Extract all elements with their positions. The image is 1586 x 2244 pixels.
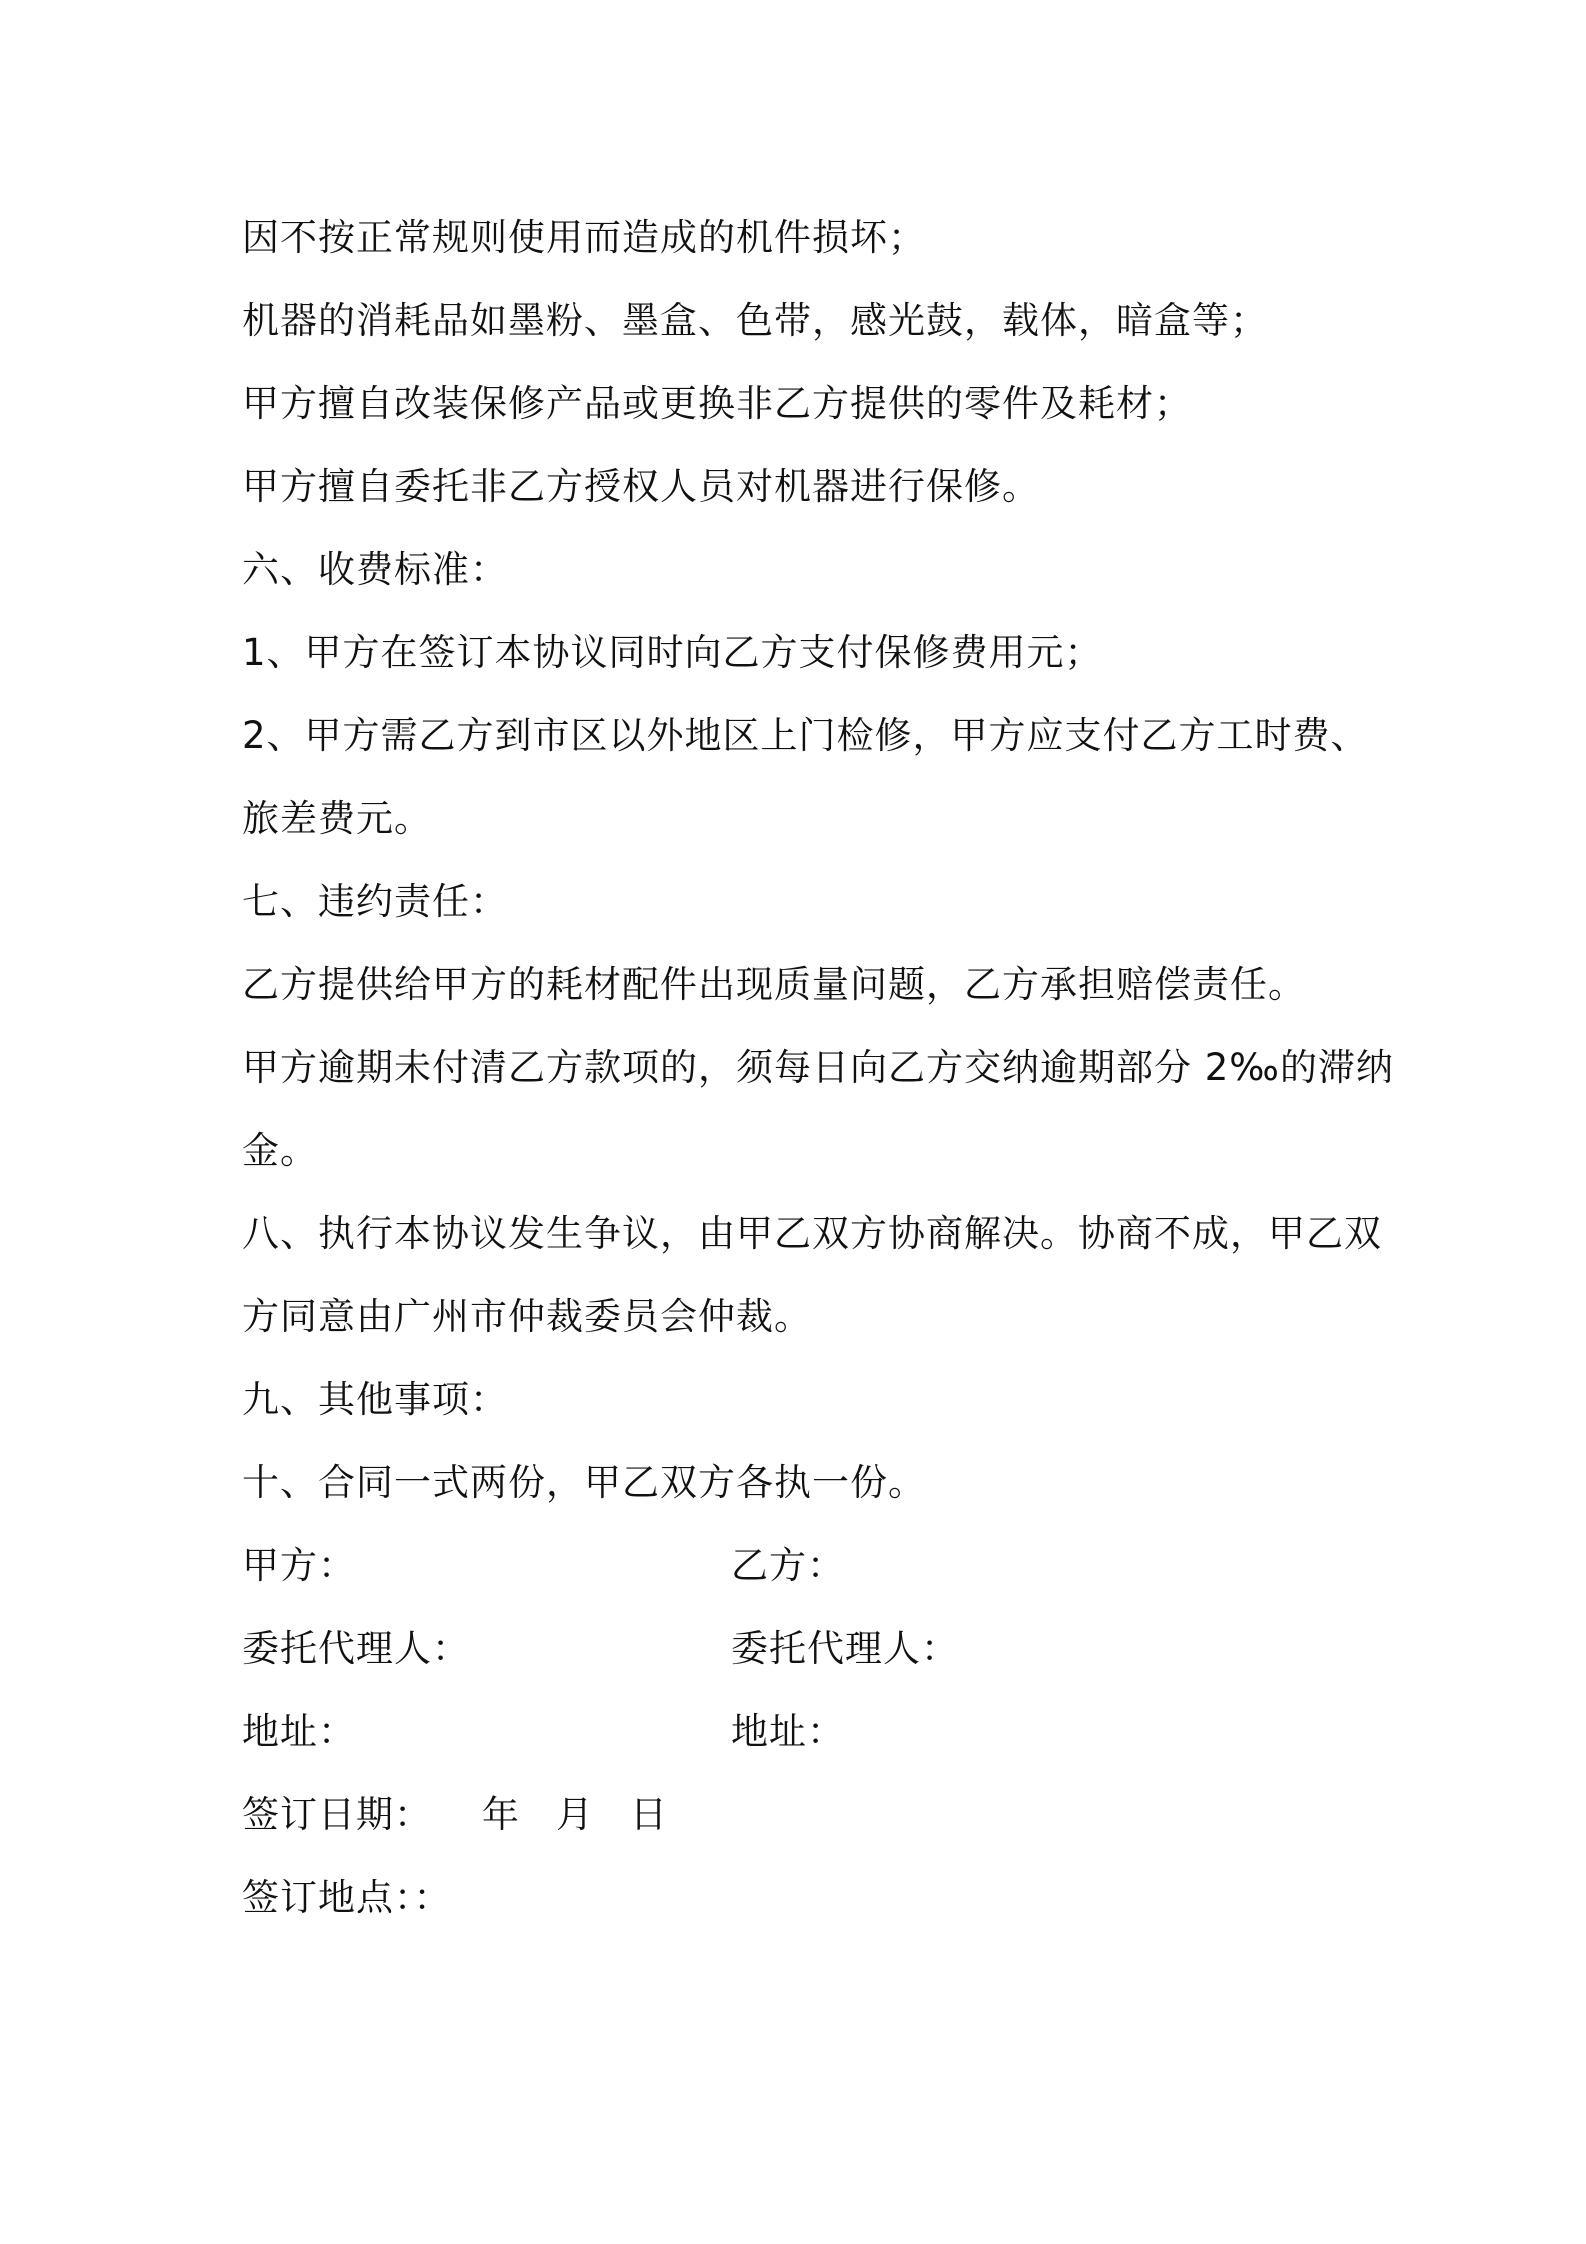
clause-line: 甲方擅自委托非乙方授权人员对机器进行保修。: [242, 465, 1040, 508]
clause-line: 旅差费元。: [242, 797, 432, 840]
signature-row-party: [242, 1524, 1362, 1607]
clause-line: 方同意由广州市仲裁委员会仲裁。: [242, 1295, 812, 1338]
signature-row-date: [242, 1773, 1362, 1856]
clause-line: 甲方逾期未付清乙方款项的，须每日向乙方交纳逾期部分 2‰的滞纳: [242, 1046, 1394, 1089]
date-month-label: 月: [556, 1793, 594, 1836]
signing-date-label: 签订日期：: [242, 1793, 432, 1836]
signature-row-agent: [242, 1607, 1362, 1690]
signature-row-address: [242, 1690, 1362, 1773]
date-day-label: 日: [630, 1793, 668, 1836]
section-heading-copies: 十、合同一式两份，甲乙双方各执一份。: [242, 1461, 926, 1504]
document-body: [242, 196, 1394, 1939]
section-heading-liability: 七、违约责任：: [242, 880, 508, 923]
clause-line: 机器的消耗品如墨粉、墨盒、色带，感光鼓，载体，暗盒等；: [242, 299, 1268, 342]
section-heading-dispute: 八、执行本协议发生争议，由甲乙双方协商解决。协商不成，甲乙双: [242, 1212, 1382, 1255]
section-heading-fees: 六、收费标准：: [242, 548, 508, 591]
clause-line: 因不按正常规则使用而造成的机件损坏；: [242, 216, 926, 259]
party-b-label: 乙方：: [731, 1544, 845, 1587]
signing-place-label: 签订地点：：: [242, 1876, 452, 1919]
date-year-label: 年: [482, 1793, 520, 1836]
agent-a-label: 委托代理人：: [242, 1627, 470, 1670]
clause-line: 金。: [242, 1129, 318, 1172]
address-b-label: 地址：: [731, 1710, 845, 1753]
clause-line: 2、甲方需乙方到市区以外地区上门检修，甲方应支付乙方工时费、: [242, 714, 1369, 757]
party-a-label: 甲方：: [242, 1544, 356, 1587]
signing-date: [242, 1773, 668, 1856]
clause-line: 甲方擅自改装保修产品或更换非乙方提供的零件及耗材；: [242, 382, 1192, 425]
clause-line: 1、甲方在签订本协议同时向乙方支付保修费用元；: [242, 631, 1103, 674]
section-heading-other: 九、其他事项：: [242, 1378, 508, 1421]
clause-line: 乙方提供给甲方的耗材配件出现质量问题，乙方承担赔偿责任。: [242, 963, 1306, 1006]
signature-row-place: [242, 1856, 1362, 1939]
address-a-label: 地址：: [242, 1710, 356, 1753]
agent-b-label: 委托代理人：: [731, 1627, 959, 1670]
